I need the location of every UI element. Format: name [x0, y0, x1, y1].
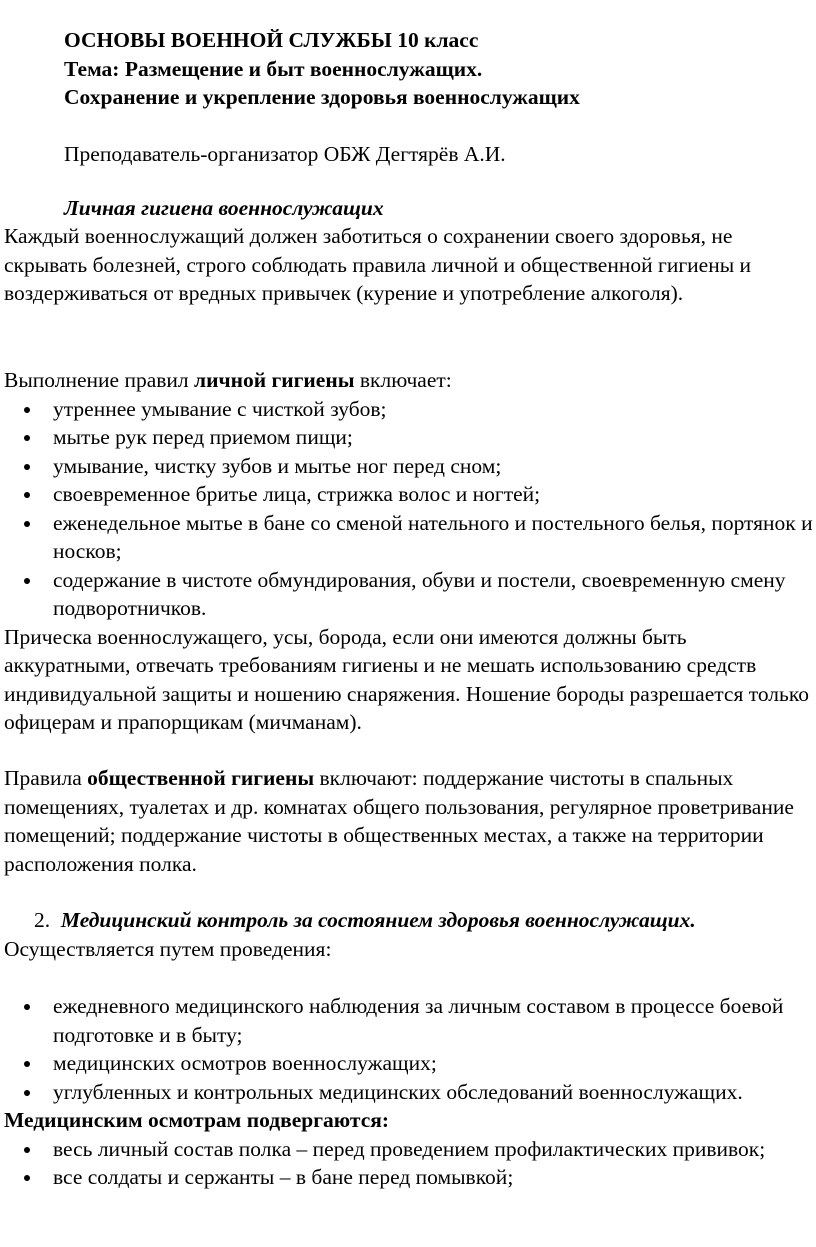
medical-exams-block	[4, 992, 814, 1192]
list-item: медицинских осмотров военнослужащих;	[4, 1049, 814, 1078]
topic-subtitle: Сохранение и укрепление здоровья военнослужащих	[64, 85, 580, 109]
list-item: весь личный состав полка – перед проведением профилактических прививок;	[4, 1135, 814, 1164]
personal-hygiene-list	[4, 395, 814, 623]
exam-heading: Медицинским осмотрам подвергаются:	[4, 1108, 390, 1132]
list-item: углубленных и контрольных медицинских обследований военнослужащих.	[4, 1078, 814, 1107]
section-heading-hygiene: Личная гигиена военнослужащих	[64, 196, 384, 220]
medical-control-block	[4, 906, 814, 963]
medical-control-list	[4, 992, 814, 1106]
teacher-line: Преподаватель-организатор ОБЖ Дегтярёв А.И.	[64, 142, 506, 166]
medical-intro: Осуществляется путем проведения:	[4, 936, 332, 961]
topic-title: Тема: Размещение и быт военнослужащих.	[64, 56, 483, 81]
list-item: все солдаты и сержанты – в бане перед помывкой;	[4, 1163, 814, 1192]
list-item: мытье рук перед приемом пищи;	[4, 423, 814, 452]
list-item: своевременное бритье лица, стрижка волос и ногтей;	[4, 480, 814, 509]
hair-paragraph: Прическа военнослужащего, усы, борода, если они имеются должны быть аккуратными, отвечать требованиям гигиены и не мешать использованию средств индивидуальной защиты и ношению снаряжения. Ношение бороды разрешается только офицерам и прапорщикам (мичманам).	[4, 624, 809, 734]
document-header	[64, 26, 816, 112]
section-heading-medical: 2. Медицинский контроль за состоянием здоровья военнослужащих.	[34, 908, 696, 932]
course-title: ОСНОВЫ ВОЕННОЙ СЛУЖБЫ 10 класс	[64, 28, 479, 52]
list-item: ежедневного медицинского наблюдения за личным составом в процессе боевой подготовке и в быту;	[4, 992, 814, 1049]
list-item: умывание, чистку зубов и мытье ног перед сном;	[4, 452, 814, 481]
hygiene-intro-paragraph: Каждый военнослужащий должен заботиться о сохранении своего здоровья, не скрывать болезней, строго соблюдать правила личной и общественной гигиены и воздерживаться от вредных привычек (курение и употребление алкоголя).	[4, 224, 752, 305]
personal-hygiene-block	[4, 366, 814, 737]
public-hygiene-paragraph: Правила общественной гигиены включают: поддержание чистоты в спальных помещениях, туалетах и др. комнатах общего пользования, регулярное проветривание помещений; поддержание чистоты в общественных местах, а также на территории расположения полка.	[4, 766, 794, 876]
personal-hygiene-lead: Выполнение правил личной гигиены включает:	[4, 368, 452, 392]
list-item: утреннее умывание с чисткой зубов;	[4, 395, 814, 424]
exam-list	[4, 1135, 814, 1192]
list-item: содержание в чистоте обмундирования, обуви и постели, своевременную смену подворотничков.	[4, 566, 814, 623]
list-item: еженедельное мытье в бане со сменой нательного и постельного белья, портянок и носков;	[4, 509, 814, 566]
